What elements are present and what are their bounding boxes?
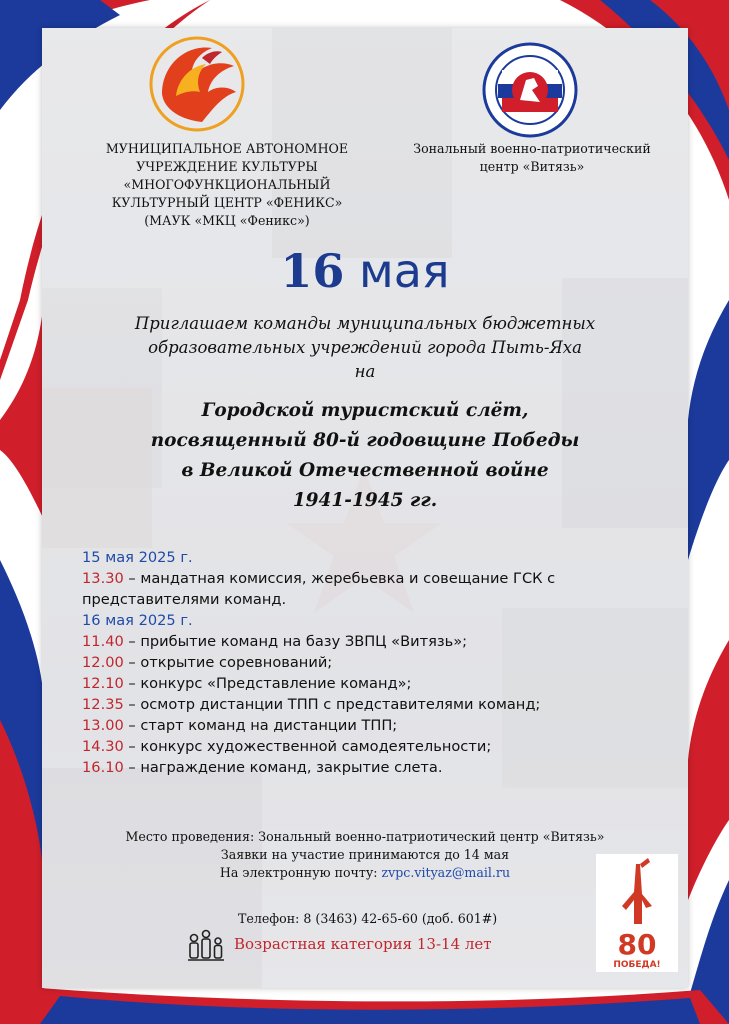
st-george-emblem xyxy=(480,40,580,140)
schedule-time: 12.35 xyxy=(82,696,124,713)
event-date xyxy=(42,243,688,299)
date-day: 16 xyxy=(280,244,345,298)
organizer-left xyxy=(62,140,392,230)
org-right-line: центр «Витязь» xyxy=(479,159,585,174)
victory-80-badge xyxy=(596,854,678,972)
invite-line: Приглашаем команды муниципальных бюджетных xyxy=(134,314,596,333)
schedule-item xyxy=(82,673,682,694)
org-left-line: (МАУК «МКЦ «Феникс») xyxy=(144,213,310,228)
org-left-line: КУЛЬТУРНЫЙ ЦЕНТР «ФЕНИКС» xyxy=(111,195,343,210)
schedule-time: 13.30 xyxy=(82,570,124,587)
schedule-day-2: 16 мая 2025 г. xyxy=(82,612,193,629)
schedule-time: 14.30 xyxy=(82,738,124,755)
invite-line: образовательных учреждений города Пыть-Яха xyxy=(148,338,582,357)
schedule-time: 11.40 xyxy=(82,633,124,650)
schedule-item xyxy=(82,652,682,673)
phoenix-logo xyxy=(142,34,252,134)
schedule-time: 12.00 xyxy=(82,654,124,671)
email-link[interactable]: zvpc.vityaz@mail.ru xyxy=(381,865,511,880)
date-month: мая xyxy=(359,244,450,298)
organizer-right xyxy=(397,140,667,176)
schedule-text: – осмотр дистанции ТПП с представителями команд; xyxy=(123,696,541,713)
schedule-item xyxy=(82,694,682,715)
email-prefix: На электронную почту: xyxy=(219,865,382,880)
schedule-item xyxy=(82,757,682,778)
schedule-text: – открытие соревнований; xyxy=(123,654,333,671)
venue-line: Заявки на участие принимаются до 14 мая xyxy=(220,847,510,862)
event-line: 1941-1945 гг. xyxy=(292,490,438,511)
schedule-text: – награждение команд, закрытие слета. xyxy=(123,759,443,776)
event-title xyxy=(42,396,688,516)
schedule-item xyxy=(82,631,682,652)
schedule xyxy=(82,547,682,778)
schedule-item xyxy=(82,736,682,757)
org-left-line: УЧРЕЖДЕНИЕ КУЛЬТУРЫ xyxy=(136,159,318,174)
invitation-text xyxy=(42,312,688,384)
invite-line: на xyxy=(354,362,376,381)
schedule-text: – конкурс художественной самодеятельности; xyxy=(123,738,492,755)
schedule-time: 12.10 xyxy=(82,675,124,692)
org-right-line: Зональный военно-патриотический xyxy=(413,141,651,156)
event-line: Городской туристский слёт, xyxy=(201,400,529,421)
badge-number: 80 xyxy=(617,928,657,961)
schedule-item xyxy=(82,715,682,736)
schedule-text: – мандатная комиссия, жеребьевка и совещание ГСК с представителями команд. xyxy=(82,570,556,608)
venue-line: Место проведения: Зональный военно-патриотический центр «Витязь» xyxy=(125,829,605,844)
venue-info xyxy=(42,828,688,882)
org-left-line: МУНИЦИПАЛЬНОЕ АВТОНОМНОЕ xyxy=(105,141,349,156)
schedule-day-1: 15 мая 2025 г. xyxy=(82,549,193,566)
event-line: в Великой Отечественной войне xyxy=(181,460,549,481)
poster-panel xyxy=(42,28,688,988)
schedule-item xyxy=(82,568,682,610)
badge-word: ПОБЕДА! xyxy=(613,960,661,970)
schedule-text: – конкурс «Представление команд»; xyxy=(123,675,412,692)
people-group-icon xyxy=(186,928,226,962)
org-left-line: «МНОГОФУНКЦИОНАЛЬНЫЙ xyxy=(123,177,331,192)
age-category: Возрастная категория 13-14 лет xyxy=(234,935,492,953)
schedule-time: 13.00 xyxy=(82,717,124,734)
schedule-time: 16.10 xyxy=(82,759,124,776)
event-line: посвященный 80-й годовщине Победы xyxy=(150,430,580,451)
phone-number: Телефон: 8 (3463) 42-65-60 (доб. 601#) xyxy=(238,911,498,926)
schedule-text: – старт команд на дистанции ТПП; xyxy=(123,717,398,734)
venue-line xyxy=(42,864,688,882)
schedule-text: – прибытие команд на базу ЗВПЦ «Витязь»; xyxy=(123,633,468,650)
